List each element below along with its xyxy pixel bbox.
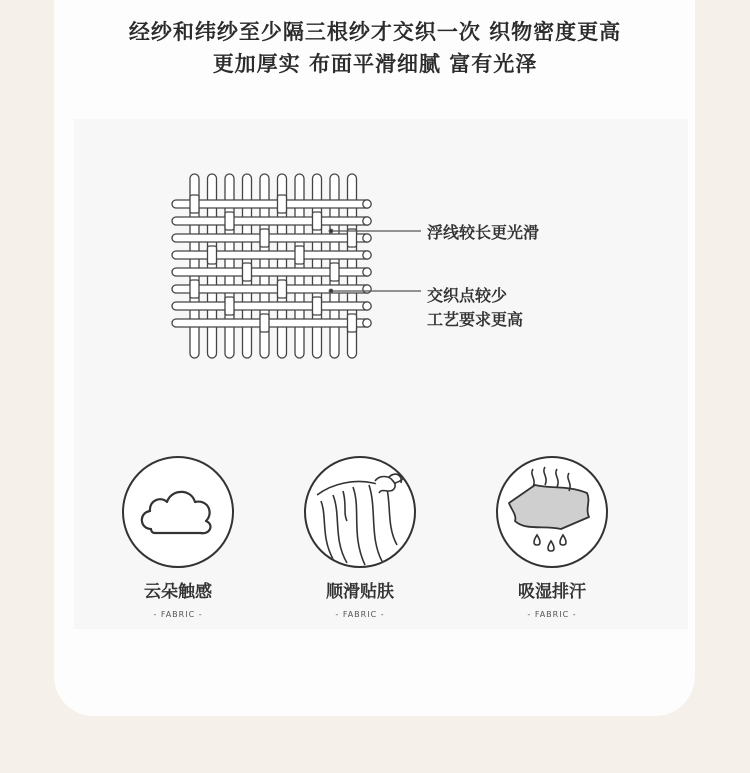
warp-float: [225, 212, 234, 230]
warp-float: [348, 314, 357, 332]
warp-float: [260, 314, 269, 332]
warp-float: [225, 297, 234, 315]
weft-thread-end: [363, 234, 371, 242]
feature-tag: - FABRIC -: [153, 610, 203, 619]
annotation-higher-craft: 工艺要求更高: [427, 310, 524, 329]
moisture-wicking-icon: [495, 455, 609, 569]
feature-cloud-touch: [120, 455, 236, 619]
warp-float: [348, 229, 357, 247]
feature-smooth-skin: [302, 455, 418, 619]
silky-fabric-icon: [303, 455, 417, 569]
warp-float: [278, 280, 287, 298]
warp-float: [330, 263, 339, 281]
weft-thread-end: [363, 319, 371, 327]
weft-thread: [172, 268, 370, 276]
weft-thread: [172, 234, 370, 242]
feature-label: 吸湿排汗: [518, 582, 586, 602]
annotation-dot-1: [329, 229, 333, 233]
weft-thread: [172, 251, 370, 259]
annotation-fewer-interlacings: 交织点较少: [427, 286, 508, 305]
feature-label: 顺滑贴肤: [326, 582, 394, 602]
warp-float: [208, 246, 217, 264]
headline-line-1: 经纱和纬纱至少隔三根纱才交织一次 织物密度更高: [128, 20, 622, 44]
warp-float: [295, 246, 304, 264]
warp-float: [190, 195, 199, 213]
weft-thread: [172, 285, 370, 293]
warp-float: [278, 195, 287, 213]
feature-moisture-wicking: [494, 455, 610, 619]
weft-thread-end: [363, 285, 371, 293]
annotation-long-floats: 浮线较长更光滑: [427, 223, 540, 242]
feature-tag: - FABRIC -: [527, 610, 577, 619]
weft-thread-end: [363, 200, 371, 208]
warp-float: [313, 212, 322, 230]
weft-thread-end: [363, 302, 371, 310]
cloud-icon: [121, 455, 235, 569]
warp-float: [243, 263, 252, 281]
weft-thread: [172, 200, 370, 208]
feature-label: 云朵触感: [144, 582, 212, 602]
warp-float: [313, 297, 322, 315]
annotation-dot-2: [329, 289, 333, 293]
weft-thread: [172, 217, 370, 225]
warp-float: [190, 280, 199, 298]
weft-thread-end: [363, 217, 371, 225]
weft-thread-end: [363, 268, 371, 276]
weft-thread: [172, 302, 370, 310]
feature-tag: - FABRIC -: [335, 610, 385, 619]
warp-float: [260, 229, 269, 247]
headline-line-2: 更加厚实 布面平滑细腻 富有光泽: [212, 52, 538, 76]
weft-thread: [172, 319, 370, 327]
weft-thread-end: [363, 251, 371, 259]
